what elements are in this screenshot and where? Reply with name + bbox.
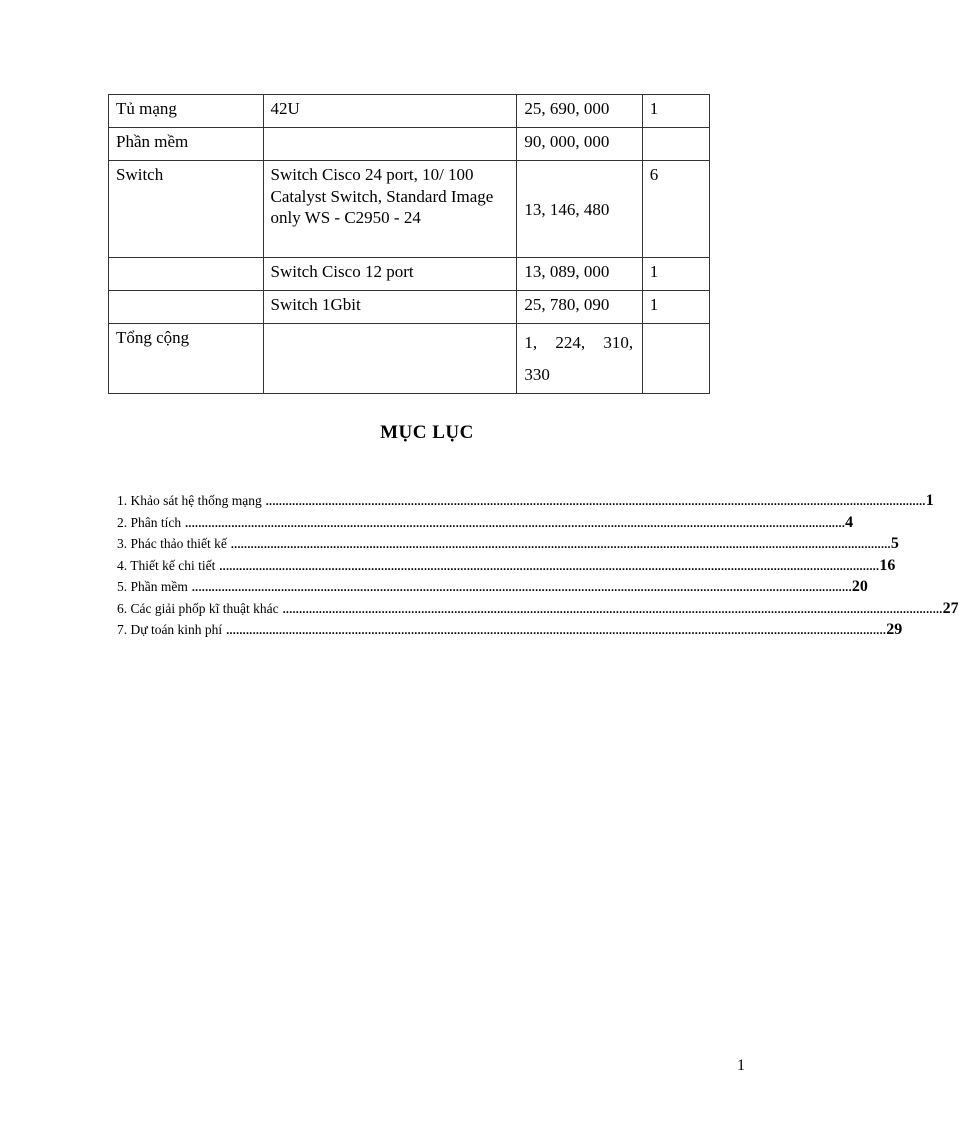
description-cell: Switch Cisco 24 port, 10/ 100 Catalyst Switch, Standard Image only WS - C2950 - 24 bbox=[263, 161, 517, 258]
toc-entry[interactable] bbox=[117, 535, 899, 557]
cost-table bbox=[108, 94, 710, 394]
dot-leader: ........................................................................................................................................................................................................ bbox=[282, 601, 943, 616]
dot-leader: ........................................................................................................................................................................................................ bbox=[230, 537, 891, 551]
total-price-value: 1, 224, 310, 330 bbox=[524, 333, 634, 384]
toc-entry-label: 6. Các giải phốp kĩ thuật khác bbox=[117, 600, 279, 616]
toc-entry-page: 20 bbox=[851, 578, 868, 595]
price-cell: 25, 780, 090 bbox=[517, 291, 642, 324]
table-row bbox=[109, 291, 710, 324]
dot-leader: ........................................................................................................................................................................................................ bbox=[219, 558, 880, 573]
toc-entry-label: 5. Phần mềm bbox=[117, 579, 188, 594]
toc-entry-label: 3. Phác thảo thiết kế bbox=[117, 536, 227, 551]
dot-leader: ........................................................................................................................................................................................................ bbox=[226, 623, 887, 637]
total-price-cell bbox=[517, 324, 642, 394]
table-of-contents bbox=[117, 492, 959, 643]
description-cell: Switch 1Gbit bbox=[263, 291, 517, 324]
description-cell bbox=[263, 324, 517, 394]
qty-cell: 6 bbox=[642, 161, 709, 258]
toc-entry-label: 4. Thiết kế chi tiết bbox=[117, 557, 216, 573]
toc-entry[interactable] bbox=[117, 556, 896, 579]
price-cell: 90, 000, 000 bbox=[517, 128, 642, 161]
toc-entry[interactable] bbox=[117, 621, 903, 643]
description-cell bbox=[263, 128, 517, 161]
item-cell: Phần mềm bbox=[109, 128, 264, 161]
toc-entry-page: 16 bbox=[879, 556, 896, 574]
toc-entry-page: 5 bbox=[890, 535, 899, 552]
item-cell bbox=[109, 258, 264, 291]
toc-title: MỤC LỤC bbox=[380, 422, 474, 443]
page-number: 1 bbox=[737, 1057, 745, 1074]
table-row bbox=[109, 95, 710, 128]
item-cell: Switch bbox=[109, 161, 264, 258]
toc-entry-page: 4 bbox=[845, 513, 854, 531]
table-row bbox=[109, 161, 710, 258]
description-cell: Switch Cisco 12 port bbox=[263, 258, 517, 291]
item-cell bbox=[109, 291, 264, 324]
dot-leader: ........................................................................................................................................................................................................ bbox=[185, 515, 846, 530]
item-cell: Tủ mạng bbox=[109, 95, 264, 128]
dot-leader: ........................................................................................................................................................................................................ bbox=[265, 494, 926, 508]
toc-entry[interactable] bbox=[117, 492, 934, 514]
table-row bbox=[109, 128, 710, 161]
toc-entry-label: 7. Dự toán kinh phí bbox=[117, 622, 223, 637]
price-cell: 13, 146, 480 bbox=[517, 161, 642, 258]
qty-cell: 1 bbox=[642, 95, 709, 128]
price-cell: 13, 089, 000 bbox=[517, 258, 642, 291]
toc-entry-page: 1 bbox=[925, 492, 934, 509]
dot-leader: ........................................................................................................................................................................................................ bbox=[191, 580, 852, 594]
qty-cell: 1 bbox=[642, 291, 709, 324]
item-cell: Tổng cộng bbox=[109, 324, 264, 394]
table-row bbox=[109, 324, 710, 394]
toc-entry-label: 1. Khảo sát hệ thống mạng bbox=[117, 493, 262, 508]
description-cell: 42U bbox=[263, 95, 517, 128]
toc-entry-page: 27 bbox=[942, 599, 959, 617]
qty-cell bbox=[642, 128, 709, 161]
toc-entry[interactable] bbox=[117, 599, 959, 622]
toc-entry[interactable] bbox=[117, 578, 868, 600]
toc-entry-page: 29 bbox=[886, 621, 903, 638]
toc-entry-label: 2. Phân tích bbox=[117, 514, 182, 530]
price-cell: 25, 690, 000 bbox=[517, 95, 642, 128]
qty-cell: 1 bbox=[642, 258, 709, 291]
toc-entry[interactable] bbox=[117, 513, 854, 536]
qty-cell bbox=[642, 324, 709, 394]
table-row bbox=[109, 258, 710, 291]
